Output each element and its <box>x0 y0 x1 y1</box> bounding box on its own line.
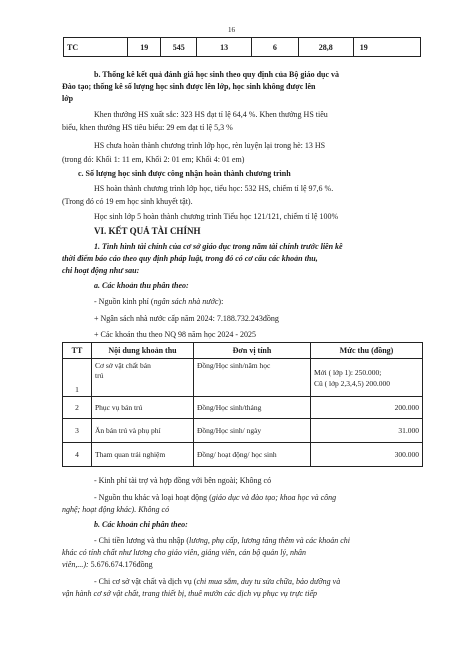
table-cell: 300.000 <box>311 443 423 467</box>
section-heading: lớp <box>62 94 74 103</box>
table-cell: 19 <box>128 38 161 57</box>
table-cell: 31.000 <box>311 419 423 443</box>
text-run: ): <box>218 297 224 306</box>
text-run: 5.676.674.176đồng <box>88 560 153 569</box>
text-run: - Chi cơ sở vật chất và dịch vụ ( <box>94 577 197 586</box>
table-cell: TC <box>64 38 128 57</box>
table-cell: 13 <box>197 38 252 57</box>
paragraph-line: vận hành cơ sở vật chất, trang thiết bị, thuê mướn các dịch vụ phục vụ trực tiếp <box>62 589 318 598</box>
table-cell: Ăn bán trú và phụ phí <box>92 419 194 443</box>
table-row <box>63 443 423 467</box>
summary-table <box>63 37 421 57</box>
paragraph-line <box>94 577 340 587</box>
section-heading: VI. KẾT QUẢ TÀI CHÍNH <box>94 226 201 236</box>
paragraph-line <box>94 536 350 546</box>
cell-line: trú <box>95 371 104 380</box>
column-header: Đơn vị tính <box>194 343 311 359</box>
section-heading: Đào tạo; thống kê số lượng học sinh được lên lớp, học sinh không được lên <box>62 82 316 91</box>
table-cell: Đồng/Học sinh/năm học <box>194 359 311 397</box>
subsection-heading: thời điểm báo cáo theo quy định pháp luật, trong đó có cơ cấu các khoản thu, <box>62 254 318 263</box>
table-row <box>63 359 423 397</box>
subsection-heading: b. Các khoản chi phân theo: <box>94 520 188 529</box>
table-cell: Đồng/ hoạt động/ học sinh <box>194 443 311 467</box>
paragraph-line: Học sinh lớp 5 hoàn thành chương trình Tiểu học 121/121, chiếm tỉ lệ 100% <box>94 212 339 221</box>
paragraph-line: HS chưa hoàn thành chương trình lớp học, rèn luyện lại trong hè: 13 HS <box>94 141 326 150</box>
text-run: - Nguồn thu khác và loại hoạt động ( <box>94 493 212 502</box>
table-row <box>63 397 423 419</box>
paragraph-line: (trong đó: Khối 1: 11 em, Khối 2: 01 em; Khối 4: 01 em) <box>62 155 245 164</box>
table-cell <box>311 359 423 397</box>
table-row <box>63 419 423 443</box>
text-run-italic: viên,...): <box>62 560 89 569</box>
table-cell: 6 <box>251 38 298 57</box>
paragraph-line: - Kinh phí tài trợ và hợp đồng với bên ngoài; Không có <box>94 476 272 485</box>
table-cell: Đồng/Học sinh/tháng <box>194 397 311 419</box>
subsection-heading: 1. Tình hình tài chính của cơ sở giáo dục trong năm tài chính trước liền kề <box>94 242 343 251</box>
cell-line: Cũ ( lớp 2,3,4,5) 200.000 <box>314 378 391 388</box>
cell-line: Mới ( lớp 1): 250.000; <box>314 367 382 377</box>
text-run-italic: lương, phụ cấp, lương tăng thêm và các khoản chi <box>189 536 351 545</box>
table-cell: 19 <box>353 38 420 57</box>
subsection-heading: a. Các khoản thu phân theo: <box>94 281 189 290</box>
table-cell: 200.000 <box>311 397 423 419</box>
column-header: Mức thu (đồng) <box>311 343 423 359</box>
paragraph-line: khác có tính chất như lương cho giáo viên, giảng viên, cán bộ quản lý, nhân <box>62 548 307 557</box>
table-cell: Tham quan trải nghiệm <box>92 443 194 467</box>
text-run: - Nguồn kinh phí ( <box>94 297 154 306</box>
paragraph-line <box>94 297 223 307</box>
table-cell: Phục vụ bán trú <box>92 397 194 419</box>
table-cell: 3 <box>63 419 92 443</box>
page-number: 16 <box>228 26 235 34</box>
fee-table <box>62 342 423 467</box>
subsection-heading: chi hoạt động như sau: <box>62 266 140 275</box>
section-heading: c. Số lượng học sinh được công nhận hoàn thành chương trình <box>78 169 291 178</box>
table-row <box>64 38 421 57</box>
table-cell: 28,8 <box>298 38 353 57</box>
text-run-italic: ngân sách nhà nước <box>153 297 219 306</box>
paragraph-line <box>94 493 336 503</box>
column-header: TT <box>63 343 92 359</box>
table-cell: 2 <box>63 397 92 419</box>
table-cell: 545 <box>161 38 197 57</box>
paragraph-line: + Ngân sách nhà nước cấp năm 2024: 7.188.732.243đồng <box>94 314 279 323</box>
column-header: Nội dung khoản thu <box>92 343 194 359</box>
table-cell: 4 <box>63 443 92 467</box>
text-run-italic: chi mua sắm, duy tu sửa chữa, bảo dưỡng và <box>196 577 341 586</box>
text-run: - Chi tiền lương và thu nhập ( <box>94 536 189 545</box>
text-run-italic: giáo dục và đào tạo; khoa học và công <box>211 493 337 502</box>
table-header-row <box>63 343 423 359</box>
paragraph-line: Khen thưởng HS xuất sắc: 323 HS đạt tỉ lệ 64,4 %. Khen thưởng HS tiêu <box>94 110 328 119</box>
cell-line: Cơ sở vật chất bán <box>95 361 151 370</box>
paragraph-line: biểu, khen thưởng HS tiêu biểu: 29 em đạt tỉ lệ 5,3 % <box>62 123 233 132</box>
paragraph-line: + Các khoản thu theo NQ 98 năm học 2024 - 2025 <box>94 330 257 339</box>
paragraph-line: HS hoàn thành chương trình lớp học, tiểu học: 532 HS, chiếm tỉ lệ 97,6 %. <box>94 184 334 193</box>
section-heading: b. Thống kê kết quả đánh giá học sinh theo quy định của Bộ giáo dục và <box>94 70 340 79</box>
paragraph-line: (Trong đó có 19 em học sinh khuyết tật). <box>62 197 193 206</box>
paragraph-line: nghệ; hoạt động khác). Không có <box>62 505 170 514</box>
table-cell <box>92 359 194 397</box>
paragraph-line <box>62 560 153 570</box>
table-cell: 1 <box>63 359 92 397</box>
table-cell: Đồng/Học sinh/ ngày <box>194 419 311 443</box>
